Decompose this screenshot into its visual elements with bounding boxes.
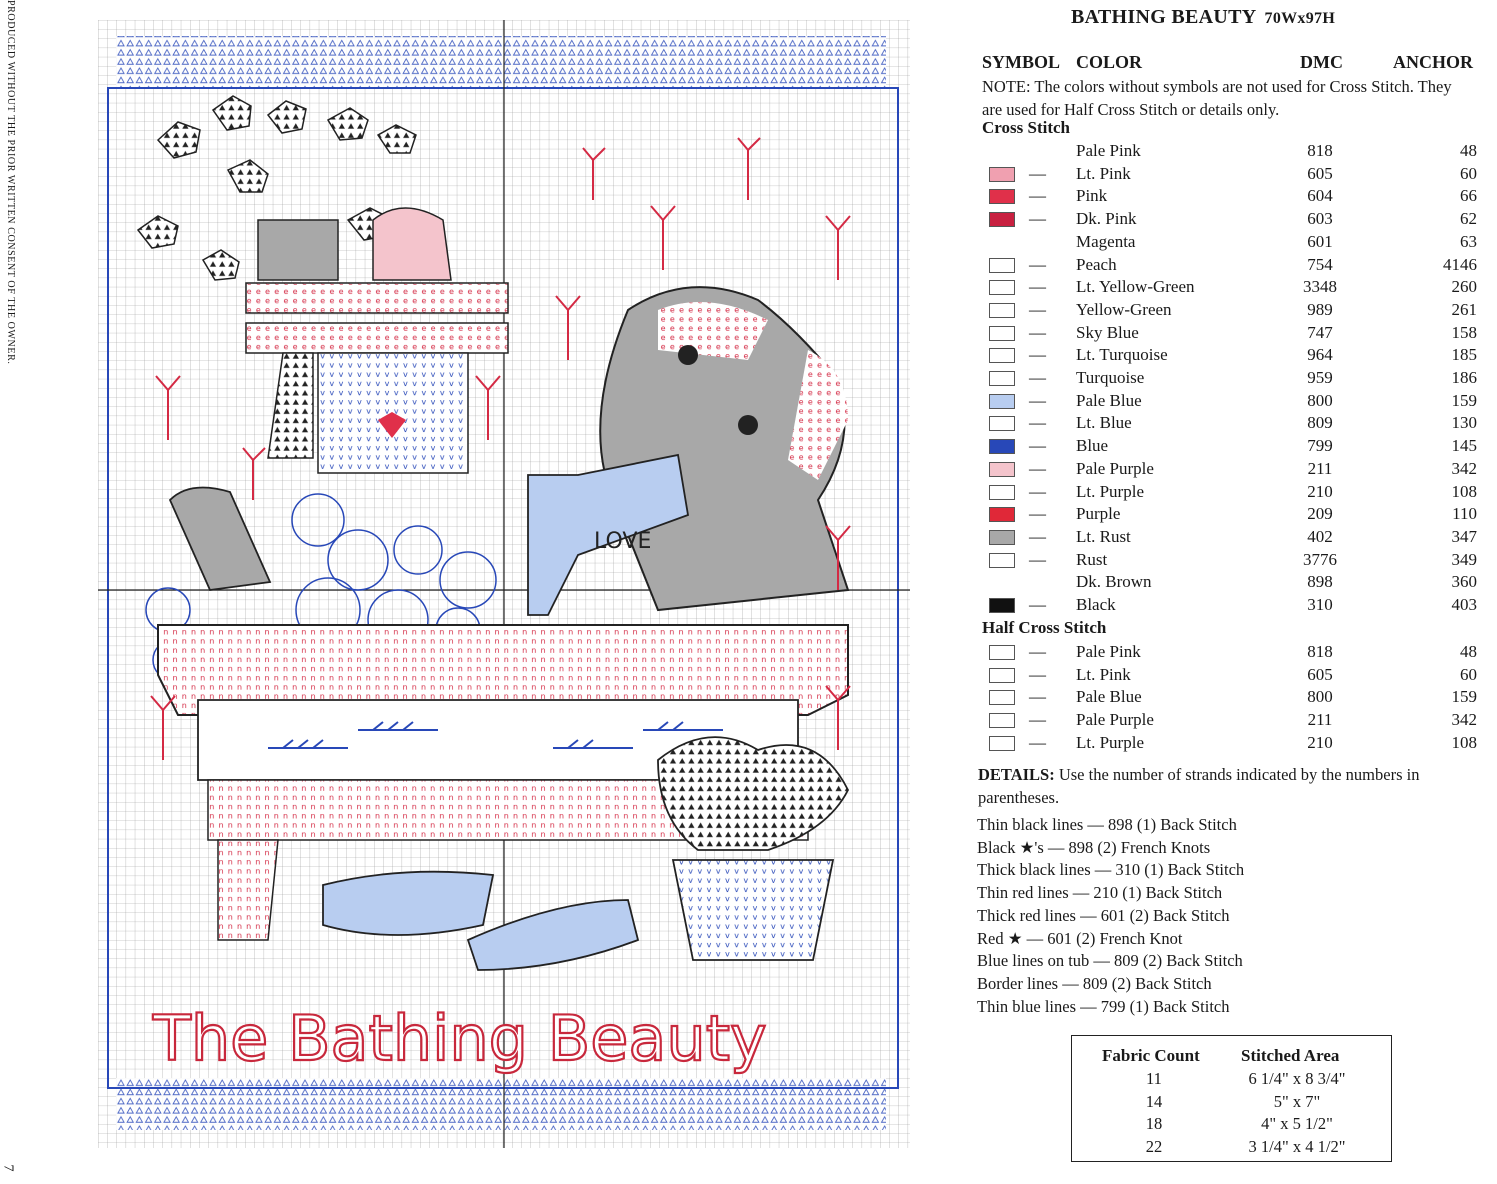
fabric-count-header: Fabric Count [1102,1046,1200,1065]
symbol-swatch [989,485,1015,500]
dash-mark: — [1029,687,1046,707]
key-row [975,641,1490,664]
fabric-count: 18 [1145,1114,1163,1133]
dmc-number: 211 [1307,710,1333,730]
anchor-header: ANCHOR [1393,52,1473,72]
stitched-area: 3 1/4" x 4 1/2" [1248,1136,1346,1156]
anchor-number: 110 [1452,504,1477,524]
color-name: Lt. Purple [1076,732,1144,752]
anchor-number: 185 [1451,345,1477,365]
key-row [975,526,1490,549]
dmc-number: 818 [1307,141,1333,160]
dmc-number: 799 [1307,436,1333,456]
symbol-swatch [989,371,1015,386]
fabric-count-table [1071,1035,1392,1162]
color-name: Sky Blue [1076,322,1139,342]
dmc-number: 210 [1307,481,1333,501]
symbol-swatch [989,553,1015,568]
details-paragraph [978,764,1448,809]
stitch-instruction: Black ★'s — 898 (2) French Knots [977,837,1211,857]
key-row [975,231,1490,254]
dmc-number: 809 [1307,413,1333,433]
dmc-number: 605 [1307,163,1333,183]
dash-mark: — [1029,664,1046,684]
key-row [975,549,1490,572]
color-name: Pale Blue [1076,390,1142,410]
dash-mark: — [1029,436,1046,456]
fabric-count: 22 [1145,1136,1163,1156]
key-row [975,709,1490,732]
symbol-swatch [989,530,1015,545]
symbol-swatch [989,645,1015,660]
anchor-number: 60 [1460,664,1477,684]
dash-mark: — [1029,299,1046,319]
dmc-number: 604 [1307,186,1333,206]
color-name: Lt. Pink [1076,163,1131,183]
symbol-swatch [989,348,1015,363]
symbol-swatch [989,668,1015,683]
dmc-number: 3348 [1303,277,1337,297]
dash-mark: — [1029,322,1046,342]
key-note: NOTE: The colors without symbols are not used for Cross Stitch. They are used for Half Cross Stitch or details only. [982,77,1452,119]
dash-mark: — [1029,254,1046,274]
dash-mark: — [1029,481,1046,501]
dash-mark: — [1029,504,1046,524]
stitch-instruction: Thick black lines — 310 (1) Back Stitch [977,860,1245,880]
symbol-swatch [989,690,1015,705]
fabric-count: 11 [1146,1069,1162,1088]
dash-mark: — [1029,642,1046,661]
anchor-number: 108 [1451,732,1477,752]
anchor-number: 48 [1460,642,1477,661]
chart-graphic [98,20,910,1148]
dash-mark: — [1029,710,1046,730]
anchor-number: 60 [1460,163,1477,183]
design-size: 70Wx97H [1264,10,1336,27]
dmc-number: 818 [1307,642,1333,661]
anchor-number: 349 [1451,549,1477,569]
dash-mark: — [1029,732,1046,752]
key-row [975,664,1490,687]
key-row [975,481,1490,504]
dmc-number: 3776 [1303,549,1337,569]
anchor-number: 360 [1451,572,1477,592]
color-name: Pale Purple [1076,458,1154,478]
copyright-side-note: PRODUCED WITHOUT THE PRIOR WRITTEN CONSENT OF THE OWNER. [5,0,16,365]
symbol-swatch [989,416,1015,431]
stitched-area: 6 1/4" x 8 3/4" [1248,1069,1346,1088]
anchor-number: 261 [1451,299,1477,319]
dmc-number: 601 [1307,231,1333,251]
symbol-swatch [989,326,1015,341]
dmc-number: 800 [1307,390,1333,410]
symbol-swatch [989,303,1015,318]
anchor-number: 186 [1451,368,1477,387]
color-name: Dk. Pink [1076,209,1137,229]
key-row [975,185,1490,208]
dash-mark: — [1029,209,1046,229]
color-name: Dk. Brown [1076,572,1152,592]
symbol-swatch [989,507,1015,522]
color-name: Turquoise [1076,368,1145,387]
key-row [975,299,1490,322]
color-name: Pale Pink [1076,642,1141,661]
key-row [975,390,1490,413]
dmc-number: 210 [1307,732,1333,752]
key-row [975,322,1490,345]
details-text: Use the number of strands indicated by the numbers in parentheses. [978,765,1420,807]
dmc-header: DMC [1300,52,1343,72]
dash-mark: — [1029,390,1046,410]
cross-stitch-chart [98,20,910,1148]
stitch-instruction: Thick red lines — 601 (2) Back Stitch [977,905,1230,925]
symbol-swatch [989,713,1015,728]
anchor-number: 108 [1451,481,1477,501]
dash-mark: — [1029,345,1046,365]
dmc-number: 209 [1307,504,1333,524]
color-name: Peach [1076,254,1117,274]
dmc-number: 605 [1307,664,1333,684]
symbol-swatch [989,598,1015,613]
details-label: DETAILS: [978,765,1055,784]
color-name: Lt. Yellow-Green [1076,277,1195,297]
anchor-number: 48 [1460,141,1477,160]
chart-title: The Bathing Beauty [153,1002,767,1075]
stitched-area-header: Stitched Area [1241,1046,1340,1065]
dmc-number: 747 [1307,322,1333,342]
symbol-swatch [989,258,1015,273]
color-header: COLOR [1076,52,1143,72]
key-row [975,412,1490,435]
color-name: Pale Purple [1076,710,1154,730]
anchor-number: 260 [1451,277,1477,297]
stitched-area: 4" x 5 1/2" [1261,1114,1333,1133]
key-title [1071,6,1335,29]
dash-mark: — [1029,186,1046,206]
stitch-instruction: Thin black lines — 898 (1) Back Stitch [977,815,1237,834]
color-name: Pale Pink [1076,141,1141,160]
stitch-instruction: Thin red lines — 210 (1) Back Stitch [977,883,1223,903]
key-row [975,732,1490,755]
color-name: Lt. Pink [1076,664,1131,684]
dmc-number: 964 [1307,345,1333,365]
key-row [975,140,1490,163]
key-row [975,571,1490,594]
key-row [975,163,1490,186]
color-name: Magenta [1076,231,1136,251]
design-name: BATHING BEAUTY [1071,6,1257,28]
anchor-number: 342 [1451,710,1477,730]
color-name: Pale Blue [1076,687,1142,707]
key-row [975,367,1490,390]
anchor-number: 403 [1451,595,1477,614]
chart-book-text: LOVE [594,529,652,554]
anchor-number: 159 [1451,390,1477,410]
key-row [975,208,1490,231]
page-number: 7 [0,1164,16,1172]
color-name: Rust [1076,549,1108,569]
color-key [975,0,1490,1184]
color-name: Purple [1076,504,1121,524]
color-name: Lt. Rust [1076,526,1131,546]
color-name: Yellow-Green [1076,299,1172,319]
key-row [975,435,1490,458]
key-row [975,344,1490,367]
dmc-number: 211 [1307,458,1333,478]
dmc-number: 989 [1307,299,1333,319]
dmc-number: 603 [1307,209,1333,229]
fabric-count: 14 [1145,1091,1163,1111]
symbol-swatch [989,439,1015,454]
symbol-swatch [989,167,1015,182]
stitch-instruction: Red ★ — 601 (2) French Knot [977,928,1183,948]
anchor-number: 347 [1451,526,1477,546]
dash-mark: — [1029,163,1046,183]
dmc-number: 310 [1307,595,1333,614]
anchor-number: 158 [1451,322,1477,342]
symbol-swatch [989,736,1015,751]
color-name: Lt. Purple [1076,481,1144,501]
key-row [975,458,1490,481]
symbol-header: SYMBOL [982,52,1061,72]
cross-stitch-label: Cross Stitch [982,118,1070,137]
dash-mark: — [1029,526,1046,546]
dmc-number: 800 [1307,687,1333,707]
anchor-number: 4146 [1443,254,1477,274]
symbol-swatch [989,280,1015,295]
dmc-number: 959 [1307,368,1333,387]
key-row [975,503,1490,526]
stitch-instruction: Thin blue lines — 799 (1) Back Stitch [977,996,1230,1016]
half-cross-label: Half Cross Stitch [982,618,1107,637]
dmc-number: 754 [1307,254,1333,274]
key-row [975,254,1490,277]
dash-mark: — [1029,549,1046,569]
anchor-number: 63 [1460,231,1477,251]
anchor-number: 159 [1451,687,1477,707]
dash-mark: — [1029,595,1046,614]
anchor-number: 62 [1460,209,1477,229]
dmc-number: 402 [1307,526,1333,546]
dmc-number: 898 [1307,572,1333,592]
symbol-swatch [989,462,1015,477]
color-name: Pink [1076,186,1108,206]
symbol-swatch [989,189,1015,204]
key-row [975,686,1490,709]
anchor-number: 145 [1451,436,1477,456]
color-name: Lt. Blue [1076,413,1132,433]
symbol-swatch [989,394,1015,409]
dash-mark: — [1029,458,1046,478]
symbol-swatch [989,212,1015,227]
key-row [975,276,1490,299]
dash-mark: — [1029,413,1046,433]
stitch-instruction: Blue lines on tub — 809 (2) Back Stitch [977,951,1243,971]
dash-mark: — [1029,277,1046,297]
stitched-area: 5" x 7" [1273,1091,1321,1111]
key-row [975,594,1490,617]
color-name: Blue [1076,436,1109,456]
dash-mark: — [1029,368,1046,387]
anchor-number: 130 [1451,413,1477,433]
anchor-number: 342 [1451,458,1477,478]
color-name: Black [1076,595,1116,614]
stitch-instruction: Border lines — 809 (2) Back Stitch [977,973,1212,993]
color-name: Lt. Turquoise [1076,345,1168,365]
anchor-number: 66 [1460,186,1477,206]
